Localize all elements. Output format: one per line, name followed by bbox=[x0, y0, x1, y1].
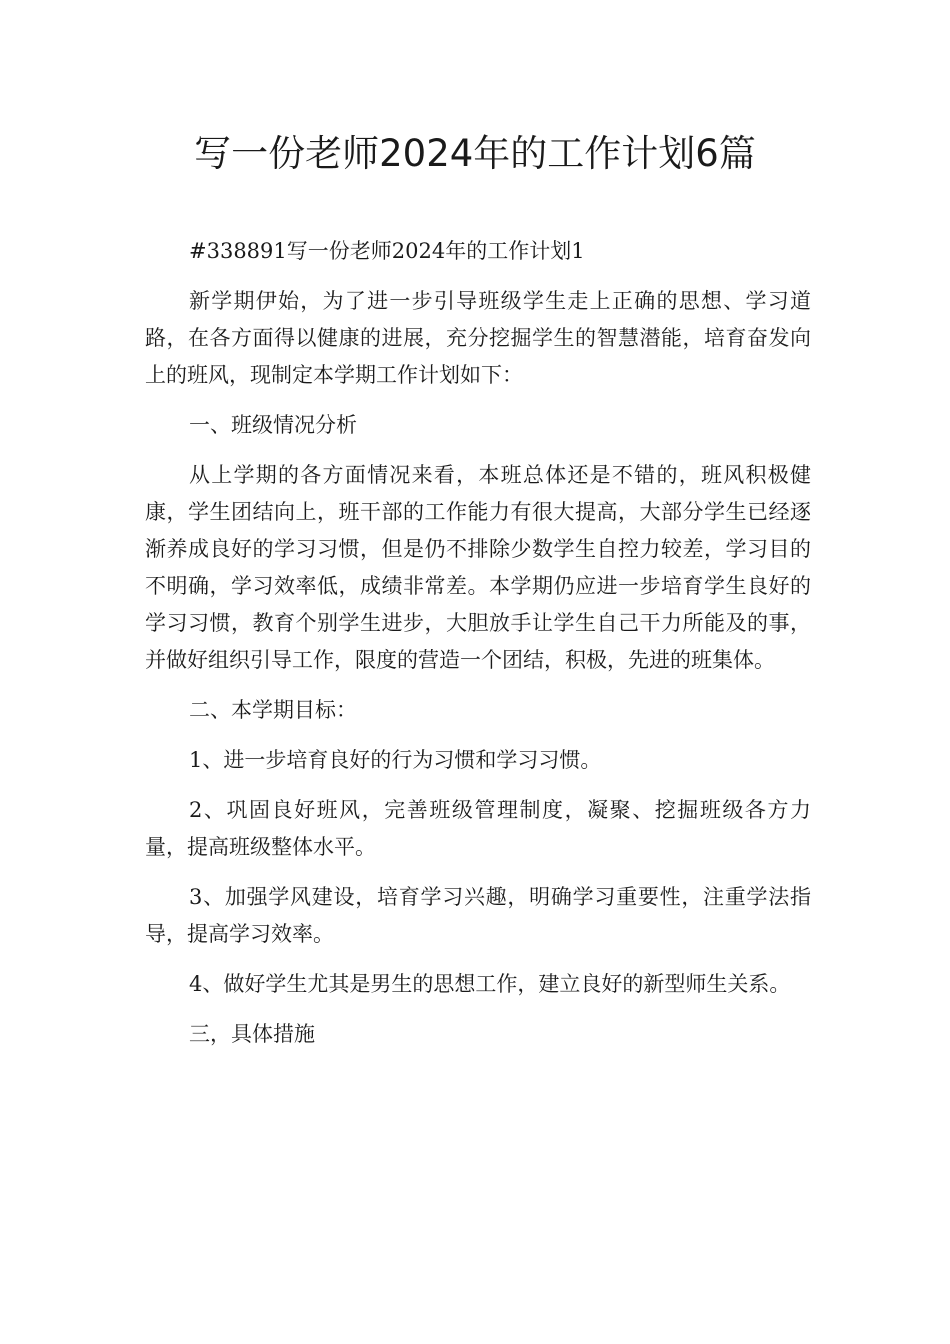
goal-item-4: 4、做好学生尤其是男生的思想工作，建立良好的新型师生关系。 bbox=[189, 972, 791, 996]
goal-item-3: 3、加强学风建设，培育学习兴趣，明确学习重要性，注重学法指导，提高学习效率。 bbox=[145, 885, 811, 946]
section-heading-1: 一、班级情况分析 bbox=[189, 413, 357, 437]
goal-item-1: 1、进一步培育良好的行为习惯和学习习惯。 bbox=[189, 748, 602, 772]
intro-paragraph: 新学期伊始，为了进一步引导班级学生走上正确的思想、学习道路，在各方面得以健康的进展，充分挖掘学生的智慧潜能，培育奋发向上的班风，现制定本学期工作计划如下： bbox=[145, 289, 811, 387]
document-title: 写一份老师2024年的工作计划6篇 bbox=[194, 132, 756, 175]
goal-item-2: 2、巩固良好班风，完善班级管理制度，凝聚、挖掘班级各方力量，提高班级整体水平。 bbox=[145, 798, 811, 859]
section-heading-2: 二、本学期目标： bbox=[189, 698, 357, 722]
section-heading-3: 三，具体措施 bbox=[189, 1022, 315, 1046]
class-analysis-paragraph: 从上学期的各方面情况来看，本班总体还是不错的，班风积极健康，学生团结向上，班干部的工作能力有很大提高，大部分学生已经逐渐养成良好的学习习惯，但是仍不排除少数学生自控力较差，学习目的不明确，学习效率低，成绩非常差。本学期仍应进一步培育学生良好的学习习惯，教育个别学生进步，大胆放手让学生自己干力所能及的事，并做好组织引导工作，限度的营造一个团结，积极，先进的班集体。 bbox=[145, 463, 811, 672]
section-heading-ref: #338891写一份老师2024年的工作计划1 bbox=[189, 239, 585, 263]
document-body bbox=[145, 233, 811, 1066]
